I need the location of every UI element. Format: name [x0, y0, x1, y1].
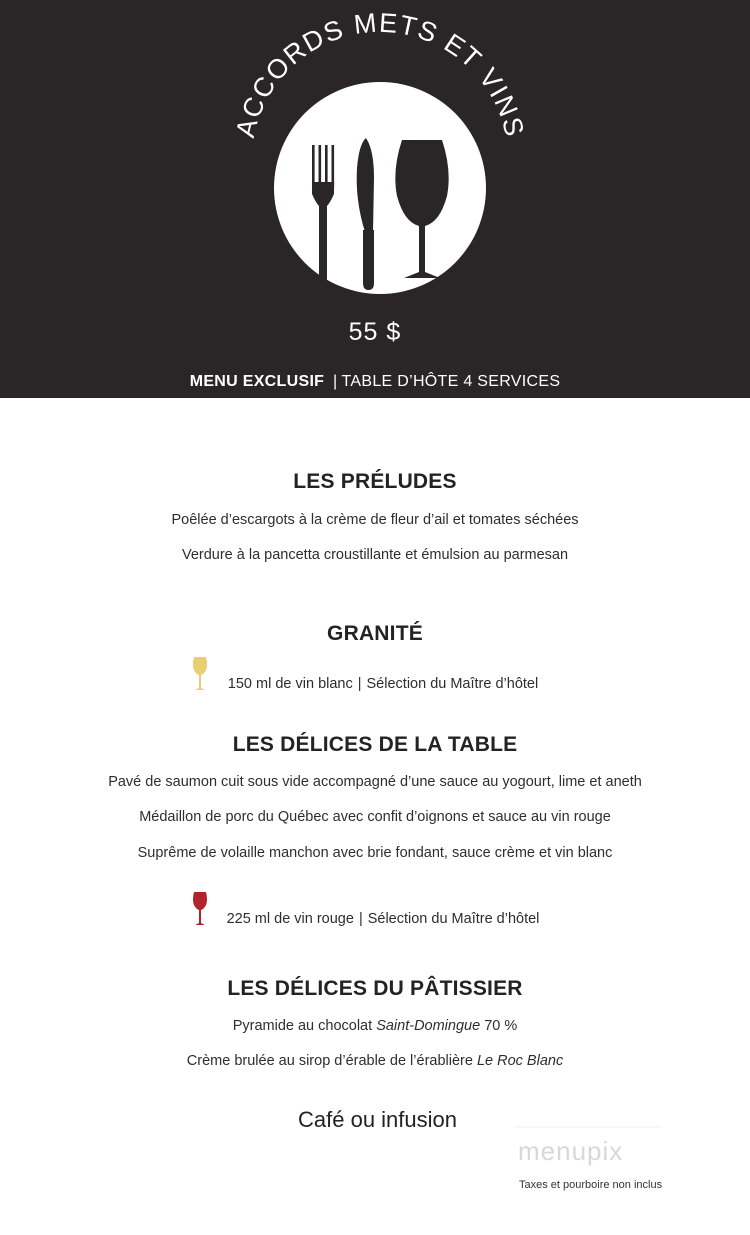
granite-wine-pairing — [0, 676, 750, 692]
menupix-watermark — [512, 1124, 667, 1174]
wine-selection: Sélection du Maître d’hôtel — [367, 911, 540, 927]
main-course-wine-pairing — [0, 911, 750, 927]
logo-badge — [0, 0, 750, 320]
svg-text:menupix: menupix — [518, 1136, 624, 1166]
wine-amount: 150 ml de vin blanc — [227, 676, 353, 692]
wine-selection: Sélection du Maître d’hôtel — [366, 676, 539, 692]
menu-item — [0, 1018, 750, 1034]
wine-separator: | — [358, 911, 363, 927]
section-title-preludes: LES PRÉLUDES — [293, 470, 457, 493]
menu-item: Poêlée d’escargots à la crème de fleur d’ail et tomates séchées — [171, 512, 579, 528]
menu-item: Pavé de saumon cuit sous vide accompagné d’une sauce au yogourt, lime et aneth — [108, 774, 642, 790]
menu-item — [0, 1053, 750, 1069]
menu-subtitle — [0, 373, 750, 391]
wine-separator: | — [357, 676, 362, 692]
section-title-granite: GRANITÉ — [327, 622, 423, 645]
menu-item: Suprême de volaille manchon avec brie fondant, sauce crème et vin blanc — [137, 845, 613, 861]
menu-exclusive-label: MENU EXCLUSIF — [189, 373, 325, 390]
taxes-note: Taxes et pourboire non inclus — [519, 1179, 663, 1191]
item-text: Crème brulée au sirop d’érable de l’érablière — [186, 1053, 477, 1069]
item-italic-name: Le Roc Blanc — [476, 1053, 564, 1069]
section-title-delices-table: LES DÉLICES DE LA TABLE — [232, 733, 518, 756]
menu-price: 55 $ — [348, 318, 402, 346]
subtitle-separator: | — [333, 373, 338, 390]
coffee-line: Café ou infusion — [298, 1107, 457, 1132]
logo-circle — [274, 82, 486, 294]
item-suffix: 70 % — [480, 1018, 518, 1034]
menu-item: Verdure à la pancetta croustillante et émulsion au parmesan — [181, 547, 569, 563]
header-banner — [0, 0, 750, 398]
item-text: Pyramide au chocolat — [232, 1018, 377, 1034]
item-italic-name: Saint-Domingue — [376, 1018, 481, 1034]
section-title-patissier: LES DÉLICES DU PÂTISSIER — [227, 977, 523, 1000]
wine-amount: 225 ml de vin rouge — [226, 911, 354, 927]
menu-item: Médaillon de porc du Québec avec confit d’oignons et sauce au vin rouge — [139, 809, 611, 825]
table-hote-label: TABLE D’HÔTE 4 SERVICES — [341, 373, 561, 390]
logo-arc-text: ACCORDS METS ET VINS — [230, 7, 530, 141]
